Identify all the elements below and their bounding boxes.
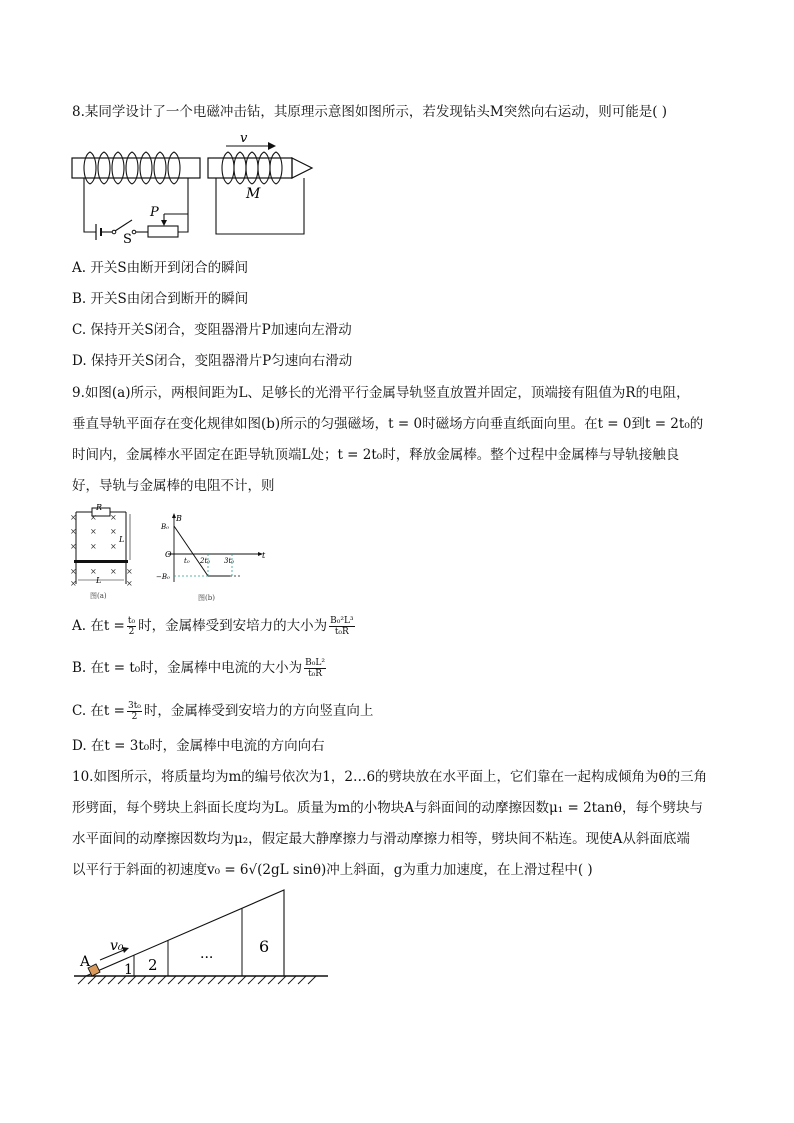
q10-block-2-label: 2	[148, 956, 158, 974]
q9-figb-b-label: B	[176, 514, 182, 523]
q9-option-b-pre: B. 在t = t₀时，金属棒中电流的大小为	[72, 660, 303, 676]
q9-figb-b0-label: B₀	[161, 523, 169, 531]
q9-stem-line-2: 垂直导轨平面存在变化规律如图(b)所示的匀强磁场，t = 0时磁场方向垂直纸面向里。在t = 0到t = 2t₀的	[72, 416, 704, 432]
q9-stem-line-4: 好，导轨与金属棒的电阻不计，则	[72, 478, 275, 494]
q9-option-b	[72, 658, 328, 679]
q9-option-c-time-fraction: $\frac{\text{3t₀}}{2}$	[127, 701, 141, 722]
svg-text:×: ×	[90, 542, 97, 551]
q9-figure-b	[148, 512, 268, 604]
q9-figb-neg-b0-label: −B₀	[156, 573, 170, 581]
svg-text:×: ×	[110, 513, 117, 522]
q9-figure-a	[68, 504, 138, 604]
q8-drill-bit	[208, 158, 292, 178]
q8-option-a: A. 开关S由断开到闭合的瞬间	[72, 260, 249, 276]
q8-v-label: v	[240, 132, 248, 146]
q10-block-6-label: 6	[259, 937, 270, 956]
q9-option-a-time-fraction: $\frac{\text{t₀}}{2}$	[127, 616, 136, 637]
q9-figb-t0-label: t₀	[184, 557, 190, 565]
svg-text:×: ×	[90, 513, 97, 522]
q10-a-label: A	[80, 954, 91, 970]
q8-option-b: B. 开关S由闭合到断开的瞬间	[72, 291, 249, 307]
svg-text:×: ×	[70, 567, 77, 576]
q10-stem-line-2: 形劈面，每个劈块上斜面长度均为L。质量为m的小物块A与斜面间的动摩擦因数μ₁ = 2tanθ，每个劈块与	[72, 800, 703, 816]
svg-text:×: ×	[70, 542, 77, 551]
svg-text:×: ×	[70, 527, 77, 536]
q9-option-a-pre: A. 在t =	[72, 618, 125, 634]
q8-s-label: S	[123, 232, 132, 244]
q8-stem: 8.某同学设计了一个电磁冲击钻，其原理示意图如图所示，若发现钻头M突然向右运动，则可能是( )	[72, 104, 668, 120]
q9-figa-l-bottom-label: L	[96, 576, 102, 585]
q9-figb-3t0-label: 3t₀	[224, 557, 235, 565]
svg-text:×: ×	[110, 542, 117, 551]
svg-text:×: ×	[110, 527, 117, 536]
q9-option-a-mid: 时，金属棒受到安培力的大小为	[138, 618, 328, 634]
q10-figure	[72, 884, 332, 992]
q8-option-d: D. 保持开关S闭合，变阻器滑片P匀速向右滑动	[72, 353, 353, 369]
q9-option-a	[72, 616, 357, 637]
svg-text:×: ×	[90, 527, 97, 536]
q9-figb-caption: 图(b)	[198, 594, 215, 602]
q9-option-a-answer-fraction: $\frac{\text{B₀²L³}}{\text{t₀R}}$	[330, 616, 354, 637]
q8-m-label: M	[246, 186, 261, 202]
q9-figa-l-side-label: L	[119, 535, 125, 544]
svg-text:×: ×	[70, 579, 77, 588]
q9-option-c-pre: C. 在t =	[72, 703, 125, 719]
q9-metal-rod	[74, 560, 128, 563]
q9-option-c	[72, 701, 373, 722]
svg-text:×: ×	[70, 513, 77, 522]
q8-p-label: P	[150, 205, 159, 220]
q9-b-curve	[174, 526, 230, 576]
q9-figa-r-label: R	[96, 504, 103, 512]
svg-text:×: ×	[110, 567, 117, 576]
q10-stem-line-4: 以平行于斜面的初速度v₀ = 6√(2gL sinθ)冲上斜面，g为重力加速度，在上滑过程中( )	[72, 862, 593, 878]
q9-stem-line-1: 9.如图(a)所示，两根间距为L、足够长的光滑平行金属导轨竖直放置并固定，顶端接有阻值为R的电阻，	[72, 385, 690, 401]
q10-wedge-outline	[86, 890, 284, 976]
q10-stem-line-1: 10.如图所示，将质量均为m的编号依次为1，2…6的劈块放在水平面上，它们靠在一起构成倾角为θ的三角	[72, 769, 708, 785]
q10-dots-label: ...	[200, 946, 214, 962]
q9-figa-caption: 图(a)	[90, 592, 107, 600]
svg-text:×: ×	[126, 579, 133, 588]
q8-left-core	[72, 158, 200, 178]
q9-option-b-answer-fraction: $\frac{\text{B₀L²}}{\text{t₀R}}$	[305, 658, 325, 679]
q8-option-c: C. 保持开关S闭合，变阻器滑片P加速向左滑动	[72, 322, 352, 338]
q8-figure	[68, 132, 318, 244]
q10-stem-line-3: 水平面间的动摩擦因数均为μ₂，假定最大静摩擦力与滑动摩擦力相等，劈块间不粘连。现使A从斜面底端	[72, 831, 690, 847]
q9-figb-t-label: t	[262, 551, 266, 560]
svg-text:×: ×	[90, 567, 97, 576]
q9-option-c-post: 时，金属棒受到安培力的方向竖直向上	[143, 703, 374, 719]
q9-stem-line-3: 时间内，金属棒水平固定在距导轨顶端L处；t = 2t₀时，释放金属棒。整个过程中金属棒与导轨接触良	[72, 447, 680, 463]
q9-option-d: D. 在t = 3t₀时，金属棒中电流的方向向右	[72, 738, 325, 754]
q8-rheostat	[148, 226, 178, 237]
svg-text:×: ×	[126, 567, 133, 576]
q10-v0-label: v₀	[110, 938, 124, 954]
q9-figb-o-label: O	[165, 550, 172, 559]
q10-block-1-label: 1	[124, 962, 133, 978]
q9-figb-2t0-label: 2t₀	[200, 557, 211, 565]
